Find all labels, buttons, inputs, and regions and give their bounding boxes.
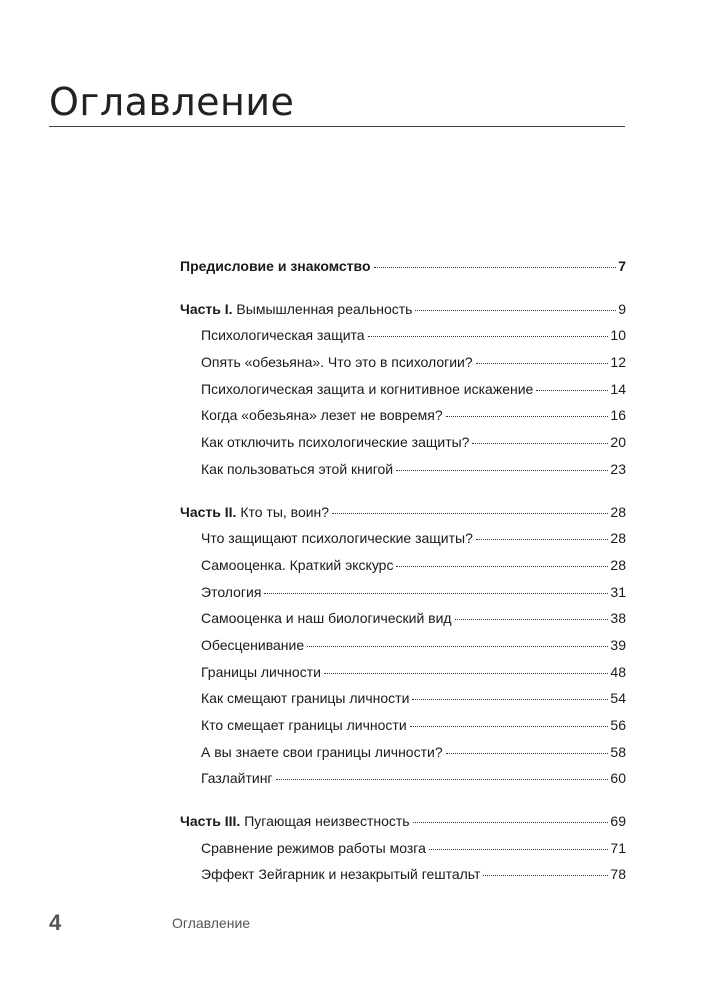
section-gap: [180, 488, 626, 504]
toc-entry[interactable]: [180, 530, 626, 557]
toc-part-title: Вымышленная реальность: [232, 300, 413, 317]
toc-part-label: [180, 813, 410, 829]
toc-entry-label: Этология: [201, 583, 262, 600]
toc-page-number: 54: [610, 690, 626, 707]
toc-page-number: 28: [610, 530, 626, 547]
section-gap: [180, 285, 626, 301]
toc-entry-label: Газлайтинг: [201, 770, 273, 787]
dot-leader: [332, 513, 608, 514]
toc-entry-label: Эффект Зейгарник и незакрытый гештальт: [201, 866, 481, 883]
title-rule: [49, 126, 625, 127]
toc-entry-label: Самооценка. Краткий экскурс: [201, 556, 394, 573]
toc-entry[interactable]: [180, 610, 626, 637]
toc-entry-label: А вы знаете свои границы личности?: [201, 743, 443, 760]
toc-entry-label: Как отключить психологические защиты?: [201, 434, 470, 451]
toc-page-number: 56: [610, 717, 626, 733]
toc-page-number: 7: [618, 258, 626, 274]
toc-entry-label: Предисловие и знакомство: [180, 258, 371, 274]
toc-page-number: 28: [610, 503, 626, 520]
section-gap: [180, 797, 626, 813]
toc-entry-label: Как смещают границы личности: [201, 690, 410, 707]
toc-page-number: 12: [610, 354, 626, 371]
toc-entry[interactable]: [180, 461, 626, 488]
toc-entry-label: Как пользоваться этой книгой: [201, 460, 394, 477]
toc-part-title: Кто ты, воин?: [236, 503, 330, 520]
toc-entry[interactable]: [180, 354, 626, 381]
dot-leader: [415, 310, 616, 311]
toc-page-number: 78: [610, 866, 626, 883]
toc-page-number: 69: [610, 813, 626, 830]
dot-leader: [307, 646, 608, 647]
dot-leader: [396, 470, 608, 471]
toc-entry-label: Сравнение режимов работы мозга: [201, 839, 426, 856]
toc-page-number: 20: [610, 434, 626, 451]
dot-leader: [446, 416, 609, 417]
dot-leader: [476, 539, 609, 540]
toc-page-number: 60: [610, 770, 626, 787]
dot-leader: [455, 619, 609, 620]
toc-page-number: 10: [610, 327, 626, 344]
toc-entry-label: Кто смещает границы личности: [201, 717, 407, 733]
toc-parts: [180, 285, 626, 893]
toc-entry[interactable]: [180, 584, 626, 611]
page-title: Оглавление: [49, 80, 295, 124]
toc-part-label: [180, 301, 412, 317]
toc-entry-label: Самооценка и наш биологический вид: [201, 610, 452, 627]
toc-entry-label: Когда «обезьяна» лезет не вовремя?: [201, 407, 443, 424]
dot-leader: [368, 336, 609, 337]
toc-page-number: 28: [610, 556, 626, 573]
dot-leader: [410, 726, 609, 727]
dot-leader: [264, 593, 608, 594]
toc-entry[interactable]: [180, 717, 626, 744]
dot-leader: [413, 822, 609, 823]
toc-page-number: 48: [610, 663, 626, 680]
page-number: 4: [49, 910, 62, 935]
table-of-contents: [180, 258, 626, 893]
toc-page-number: 71: [610, 839, 626, 856]
toc-entry-label: Психологическая защита: [201, 327, 365, 344]
dot-leader: [324, 673, 608, 674]
toc-entry[interactable]: [180, 770, 626, 797]
toc-page-number: 38: [610, 610, 626, 627]
toc-entry-label: Обесценивание: [201, 636, 305, 653]
dot-leader: [374, 267, 617, 268]
toc-entry-label: Границы личности: [201, 663, 321, 680]
toc-page-number: 23: [610, 460, 626, 477]
toc-page-number: 16: [610, 407, 626, 424]
dot-leader: [276, 779, 609, 780]
toc-entry[interactable]: [180, 744, 626, 771]
toc-entry[interactable]: [180, 664, 626, 691]
dot-leader: [536, 390, 608, 391]
toc-entry[interactable]: [180, 557, 626, 584]
toc-entry-label: Что защищают психологические защиты?: [201, 530, 473, 547]
toc-entry-part-1[interactable]: [180, 301, 626, 328]
toc-entry-part-3[interactable]: [180, 813, 626, 840]
toc-entry-label: Психологическая защита и когнитивное искажение: [201, 380, 534, 397]
toc-page-number: 9: [618, 300, 626, 317]
toc-page-number: 14: [610, 380, 626, 397]
toc-entry-label: Опять «обезьяна». Что это в психологии?: [201, 354, 473, 371]
toc-page-number: 58: [610, 743, 626, 760]
toc-part-prefix: Часть III.: [180, 813, 241, 830]
toc-page-number: 31: [610, 583, 626, 600]
toc-entry[interactable]: [180, 866, 626, 893]
toc-entry[interactable]: [180, 434, 626, 461]
toc-part-title: Пугающая неизвестность: [240, 813, 410, 830]
dot-leader: [429, 849, 609, 850]
toc-entry[interactable]: [180, 637, 626, 664]
toc-entry[interactable]: [180, 407, 626, 434]
toc-part-prefix: Часть I.: [180, 300, 233, 317]
dot-leader: [396, 566, 608, 567]
toc-entry[interactable]: [180, 381, 626, 408]
toc-part-prefix: Часть II.: [180, 503, 237, 520]
toc-part-label: [180, 504, 329, 520]
toc-page-number: 39: [610, 636, 626, 653]
toc-entry[interactable]: [180, 840, 626, 867]
toc-entry-part-2[interactable]: [180, 504, 626, 531]
dot-leader: [472, 443, 608, 444]
toc-entry-preface[interactable]: [180, 258, 626, 285]
toc-entry[interactable]: [180, 690, 626, 717]
running-title: Оглавление: [172, 915, 251, 931]
dot-leader: [476, 363, 609, 364]
dot-leader: [446, 753, 609, 754]
toc-entry[interactable]: [180, 327, 626, 354]
dot-leader: [412, 699, 608, 700]
dot-leader: [483, 875, 608, 876]
